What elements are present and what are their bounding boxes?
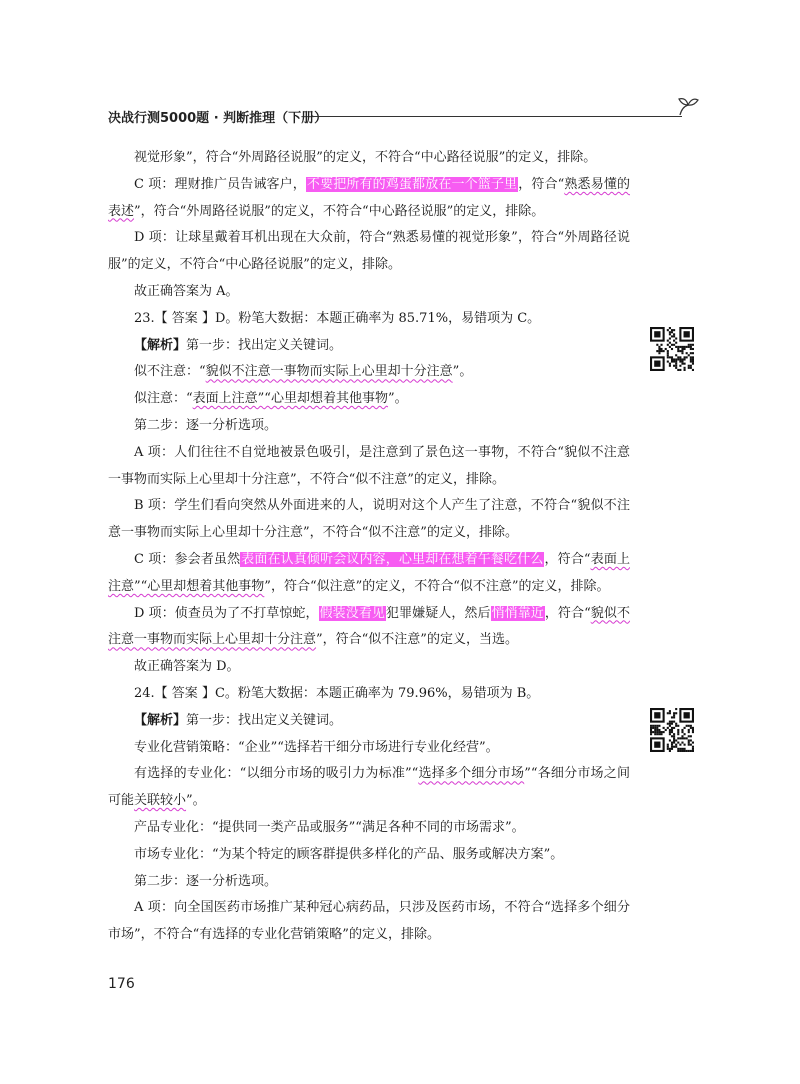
text-run: ”。 <box>387 391 408 407</box>
paragraph <box>108 708 630 735</box>
text-run: 似注意：“ <box>134 391 193 407</box>
wavy-underlined-text: 貌似不注意一事物而实际上心里却十分注意 <box>205 364 453 380</box>
text-run: 视觉形象”，符合“外周路径说服”的定义，不符合“中心路径说服”的定义，排除。 <box>134 150 597 165</box>
text-run: A 项：向全国医药市场推广某种冠心病药品，只涉及医药市场，不符合“选择多个细分市场”，不符合“有选择的专业化营销策略”的定义，排除。 <box>108 900 630 943</box>
text-run: 23.【 答案 】D。粉笔大数据：本题正确率为 85.71%，易错项为 C。 <box>134 310 541 326</box>
wavy-underlined-text: 关联较小 <box>134 793 187 809</box>
paragraph <box>108 413 630 440</box>
text-run: C 项：理财推广员告诫客户， <box>134 176 306 192</box>
paragraph <box>108 815 630 842</box>
text-run: ”。 <box>186 793 206 809</box>
highlighted-text: 表面在认真倾听会议内容，心里却在想着午餐吃什么 <box>241 551 544 567</box>
text-run: ，符合“ <box>544 551 591 567</box>
text-run: 第二步：逐一分析选项。 <box>134 873 278 889</box>
paragraph <box>108 654 630 681</box>
text-run: 犯罪嫌疑人，然后 <box>385 605 491 621</box>
book-title: 决战行测5000题 · 判断推理（下册） <box>108 111 328 126</box>
paragraph <box>108 306 630 333</box>
wavy-underlined-text: 表面上注意”“心里却想着其他事物 <box>192 391 388 407</box>
paragraph <box>108 440 630 494</box>
text-run: ，符合“ <box>544 605 591 621</box>
text-run: ”，符合“似注意”的定义，不符合“似不注意”的定义，排除。 <box>264 578 610 594</box>
paragraph <box>108 493 630 547</box>
text-run: 市场专业化：“为某个特定的顾客群提供多样化的产品、服务或解决方案”。 <box>134 846 564 862</box>
paragraph <box>108 681 630 708</box>
paragraph <box>108 547 630 601</box>
text-run: ”，符合“似不注意”的定义，当选。 <box>316 632 518 648</box>
analysis-label: 【解析】 <box>134 337 187 353</box>
text-run: 有选择的专业化：“以细分市场的吸引力为标准”“ <box>134 766 419 782</box>
text-run: C 项：参会者虽然 <box>134 551 241 567</box>
running-header <box>108 107 696 137</box>
wavy-underlined-text: 表面上注意”“心里却想着其他事物 <box>108 551 630 594</box>
text-run: D 项：让球星戴着耳机出现在大众前，符合“熟悉易懂的视觉形象”，符合“外周路径说服”的定义，不符合“中心路径说服”的定义，排除。 <box>108 230 630 273</box>
paragraph <box>108 145 630 172</box>
wavy-underlined-text: 熟悉易懂的表述 <box>108 176 630 219</box>
paragraph <box>108 279 630 306</box>
text-run: B 项：学生们看向突然从外面进来的人，说明对这个人产生了注意，不符合“貌似不注意一事物而实际上心里却十分注意”，不符合“似不注意”的定义，排除。 <box>108 498 630 541</box>
text-run: ，符合“ <box>518 176 565 192</box>
text-run: 专业化营销策略：“企业”“选择若干细分市场进行专业化经营”。 <box>134 739 499 755</box>
paragraph <box>108 895 630 949</box>
wavy-underlined-text: 貌似不注意一事物而实际上心里却十分注意 <box>108 605 630 648</box>
text-run: 似不注意：“ <box>134 364 206 380</box>
text-run: D 项：侦查员为了不打草惊蛇， <box>134 605 319 621</box>
answer-explanation-body <box>108 145 630 949</box>
paragraph <box>108 869 630 896</box>
leaf-sprout-icon <box>676 95 700 117</box>
paragraph <box>108 761 630 815</box>
page-number: 176 <box>108 976 135 992</box>
highlighted-text: 不要把所有的鸡蛋都放在一个篮子里 <box>306 176 518 192</box>
header-rule <box>312 116 682 117</box>
paragraph <box>108 601 630 655</box>
text-run: 故正确答案为 D。 <box>134 659 240 675</box>
text-run: ”，符合“外周路径说服”的定义，不符合“中心路径说服”的定义，排除。 <box>134 203 545 219</box>
paragraph <box>108 842 630 869</box>
paragraph <box>108 735 630 762</box>
text-run: ”。 <box>452 364 473 380</box>
text-run: 第一步：找出定义关键词。 <box>186 712 343 728</box>
paragraph <box>108 359 630 386</box>
paragraph <box>108 172 630 226</box>
text-run: 24.【 答案 】C。粉笔大数据：本题正确率为 79.96%，易错项为 B。 <box>134 685 540 701</box>
text-run: A 项：人们往往不自觉地被景色吸引，是注意到了景色这一事物，不符合“貌似不注意一事物而实际上心里却十分注意”，不符合“似不注意”的定义，排除。 <box>108 444 630 487</box>
text-run: 故正确答案为 A。 <box>134 283 239 299</box>
text-run: 第二步：逐一分析选项。 <box>134 417 278 433</box>
paragraph <box>108 386 630 413</box>
analysis-label: 【解析】 <box>134 712 187 728</box>
paragraph <box>108 225 630 279</box>
highlighted-text: 悄悄靠近 <box>491 605 544 621</box>
highlighted-text: 假装没看见 <box>319 605 385 621</box>
qr-code-icon[interactable] <box>650 708 694 752</box>
text-run: 产品专业化：“提供同一类产品或服务”“满足各种不同的市场需求”。 <box>134 819 525 835</box>
text-run: ”“各细分市场之间可能 <box>108 766 630 809</box>
text-run: 第一步：找出定义关键词。 <box>186 337 343 353</box>
qr-code-icon[interactable] <box>650 327 694 371</box>
paragraph <box>108 333 630 360</box>
wavy-underlined-text: 选择多个细分市场 <box>418 766 525 782</box>
